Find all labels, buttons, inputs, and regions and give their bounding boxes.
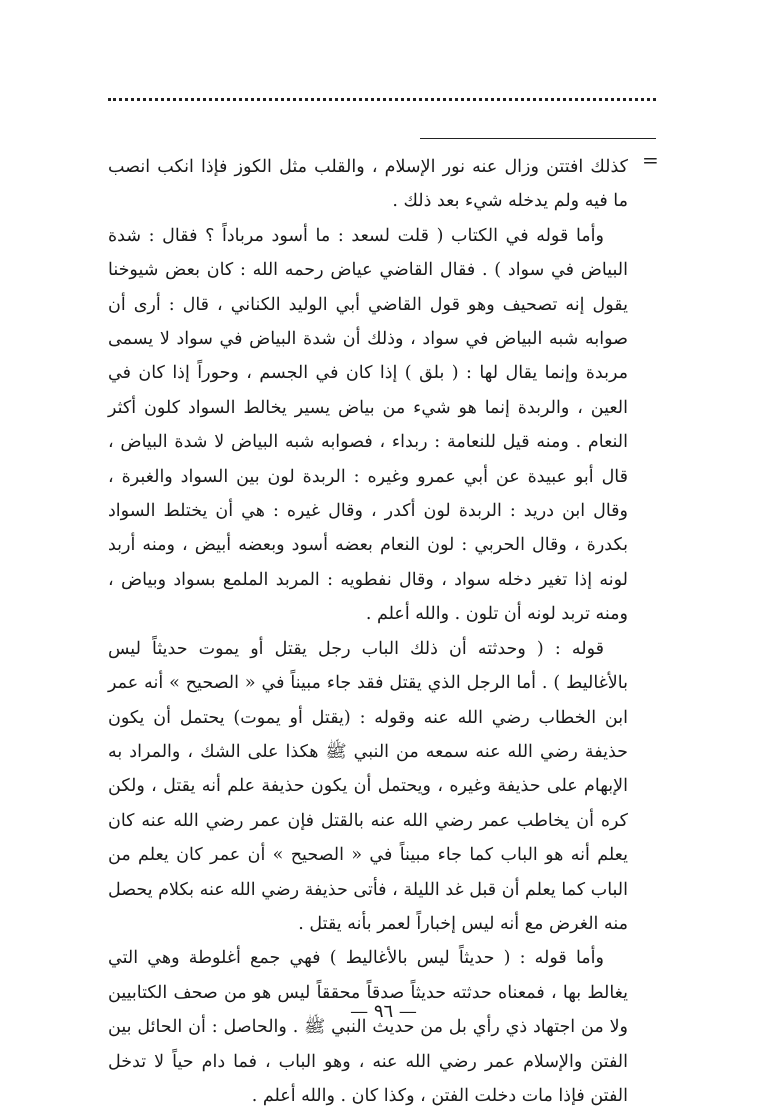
header-dotted-rule xyxy=(108,98,656,101)
body-text xyxy=(108,150,628,1113)
paragraph-1: كذلك افتتن وزال عنه نور الإسلام ، والقلب مثل الكوز فإذا انكب انصب ما فيه ولم يدخله شيء بعد ذلك . xyxy=(108,157,628,212)
paragraph-4: وأما قوله : ( حديثاً ليس بالأغاليط ) فهي جمع أغلوطة وهي التي يغالط بها ، فمعناه حدثته حديثاً صدقاً محققاً ليس هو من صحف الكتابيين ولا من اجتهاد ذي رأي بل من حديث النبي ﷺ . والحاصل : أن الحائل بين الفتن والإسلام عمر رضي الله عنه ، وهو الباب ، فما دام حياً لا تدخل الفتن فإذا مات دخلت الفتن ، وكذا كان . والله أعلم . xyxy=(108,948,628,1106)
paragraph-3: قوله : ( وحدثته أن ذلك الباب رجل يقتل أو يموت حديثاً ليس بالأغاليط ) . أما الرجل الذي يقتل فقد جاء مبيناً في « الصحيح » أنه عمر ابن الخطاب رضي الله عنه وقوله : (يقتل أو يموت) يحتمل أن يكون حذيفة رضي الله عنه سمعه من النبي ﷺ هكذا على الشك ، والمراد به الإبهام على حذيفة وغيره ، ويحتمل أن يكون حذيفة علم أنه يقتل ، ولكن كره أن يخاطب عمر رضي الله عنه بالقتل فإن عمر رضي الله عنه كان يعلم أنه هو الباب كما جاء مبيناً في « الصحيح » أن عمر كان يعلم من الباب كما يعلم أن قبل غد الليلة ، فأتى حذيفة رضي الله عنه بكلام يحصل منه الغرض مع أنه ليس إخباراً لعمر بأنه يقتل . xyxy=(108,638,628,934)
page-number: — ٩٦ — xyxy=(350,1001,417,1022)
paragraph-2: وأما قوله في الكتاب ( قلت لسعد : ما أسود مرباداً ؟ فقال : شدة البياض في سواد ) . فقال القاضي عياض رحمه الله : كان بعض شيوخنا يقول إنه تصحيف وهو قول القاضي أبي الوليد الكناني ، قال : أرى أن صوابه شبه البياض في سواد ، وذلك أن شدة البياض في سواد لا يسمى مربدة وإنما يقال لها : ( بلق ) إذا كان في الجسم ، وحوراً إذا كان في العين ، والربدة إنما هو شيء من بياض يسير يخالط السواد كلون أكثر النعام . ومنه قيل للنعامة : ربداء ، فصوابه شبه البياض لا شدة البياض ، قال أبو عبيدة عن أبي عمرو وغيره : الربدة لون بين السواد والغبرة ، وقال ابن دريد : الربدة لون أكدر ، وقال غيره : هي أن يختلط السواد بكدرة ، وقال الحربي : لون النعام بعضه أسود وبعضه أبيض ، ومنه أربد لونه إذا تغير دخله سواد ، وقال نفطويه : المربد الملمع بسواد وبياض ، ومنه تربد لونه أن تلون . والله أعلم . xyxy=(108,225,628,625)
section-divider-rule xyxy=(420,138,656,139)
continuation-mark: = xyxy=(642,148,659,172)
